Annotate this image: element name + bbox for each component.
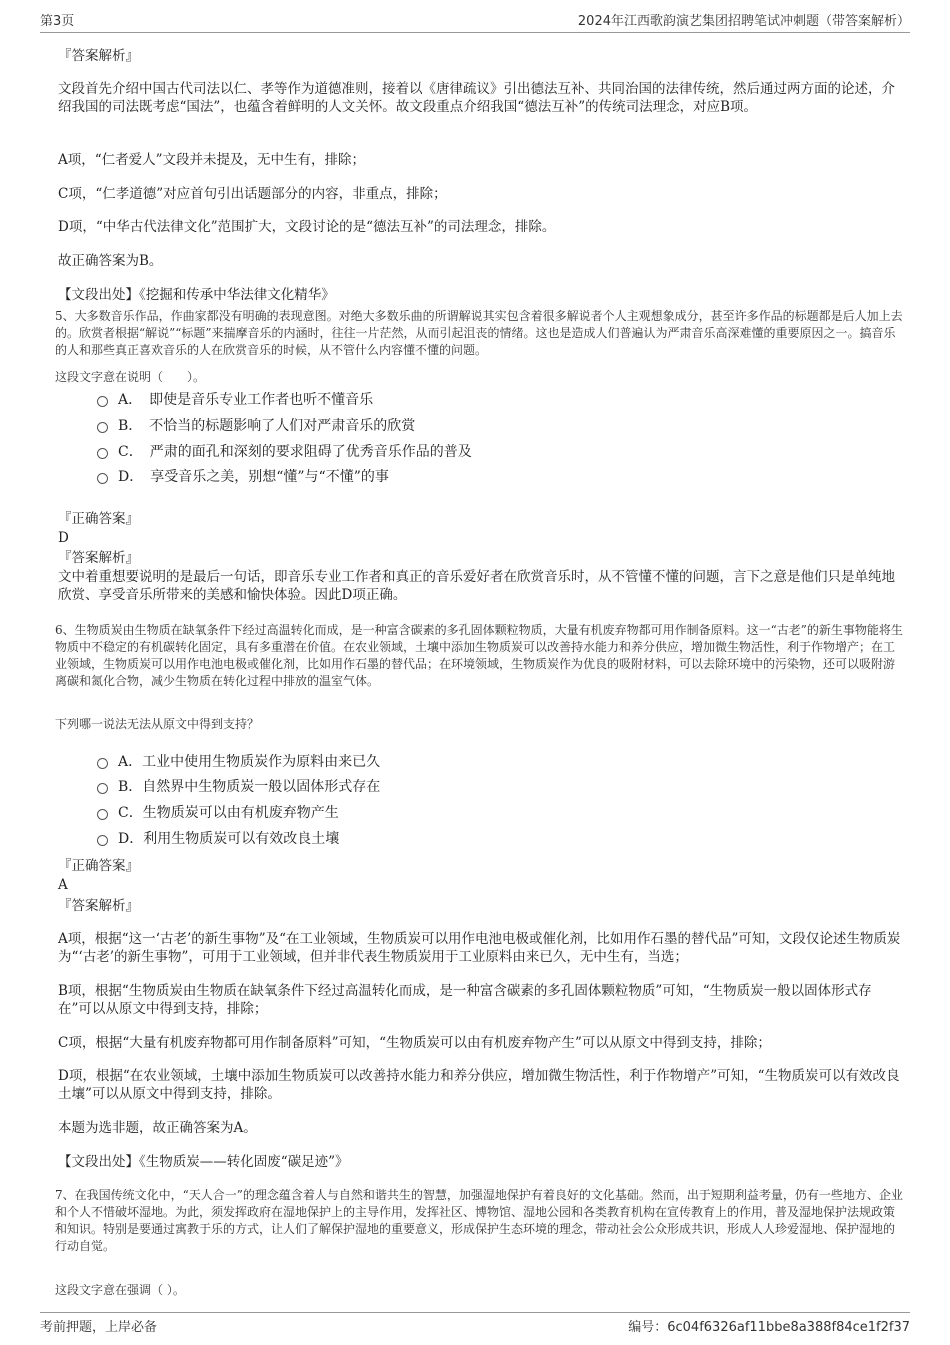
q4-option-d-analysis: D项，“中华古代法律文化”范围扩大，文段讨论的是“德法互补”的司法理念，排除。 xyxy=(58,219,556,235)
page-footer xyxy=(40,1312,910,1337)
q4-option-a-analysis: A项，“仁者爱人”文段并未提及，无中生有，排除； xyxy=(58,152,366,168)
q5-option-c-label: C． 严肃的面孔和深刻的要求阻碍了优秀音乐作品的普及 xyxy=(118,444,472,460)
q6-option-d-analysis: D项，根据“在农业领域，土壤中添加生物质炭可以改善持水能力和养分供应，增加微生物活性，利于作物增产”可知，“生物质炭可以有效改良土壤”可以从原文中得到支持，排除。 xyxy=(58,1068,900,1102)
q6-option-b-label: B．自然界中生物质炭一般以固体形式存在 xyxy=(118,779,381,795)
radio-icon xyxy=(97,422,108,433)
q5-correct-label: 『正确答案』 xyxy=(58,511,139,527)
q6-option-a[interactable] xyxy=(97,753,380,771)
q5-option-a[interactable] xyxy=(97,391,373,409)
q6-analysis-label: 『答案解析』 xyxy=(58,898,139,914)
q6-option-d[interactable] xyxy=(97,830,339,848)
q5-option-b[interactable] xyxy=(97,417,415,435)
q4-source: 【文段出处】《挖掘和传承中华法律文化精华》 xyxy=(58,287,335,303)
radio-icon xyxy=(97,835,108,846)
q6-conclusion: 本题为选非题，故正确答案为A。 xyxy=(58,1120,257,1136)
q5-analysis: 文中着重想要说明的是最后一句话，即音乐专业工作者和真正的音乐爱好者在欣赏音乐时，从不管懂不懂的问题，言下之意是他们只是单纯地欣赏、享受音乐所带来的美感和愉快体验。因此D项正确。 xyxy=(58,569,895,603)
q5-passage: 5、大多数音乐作品，作曲家都没有明确的表现意图。对绝大多数乐曲的所谓解说其实包含着很多解说者个人主观想象成分，甚至许多作品的标题都是后人加上去的。欣赏者根据“解说”“标题”来揣摩音乐的内涵时，往往一片茫然，从而引起沮丧的情绪。这也是造成人们普遍认为严肃音乐高深难懂的重要原因之一。搞音乐的人和那些真正喜欢音乐的人在欣赏音乐的时候，从不管什么内容懂不懂的问题。 xyxy=(55,309,903,357)
q6-correct-label: 『正确答案』 xyxy=(58,858,139,874)
radio-icon xyxy=(97,809,108,820)
q6-question: 下列哪一说法无法从原文中得到支持？ xyxy=(55,717,260,731)
document-title: 2024年江西歌韵演艺集团招聘笔试冲刺题（带答案解析） xyxy=(577,14,910,29)
q5-option-a-label: A． 即使是音乐专业工作者也听不懂音乐 xyxy=(118,392,374,408)
q5-question: 这段文字意在说明（ ）。 xyxy=(55,370,206,384)
footer-slogan: 考前押题，上岸必备 xyxy=(40,1320,158,1335)
q4-conclusion: 故正确答案为B。 xyxy=(58,253,163,269)
q6-option-a-analysis: A项，根据“这一‘古老’的新生事物”及“在工业领域，生物质炭可以用作电池电极或催化剂，比如用作石墨的替代品”可知，文段仅论述生物质炭为“‘古老’的新生事物”，可用于工业领域，但并非代表生物质炭用于工业原料由来已久，无中生有，当选； xyxy=(58,931,901,965)
radio-icon xyxy=(97,473,108,484)
document-id: 编号：6c04f6326af11bbe8a388f84ce1f2f37 xyxy=(628,1320,910,1335)
q4-analysis: 文段首先介绍中国古代司法以仁、孝等作为道德准则，接着以《唐律疏议》引出德法互补、共同治国的法律传统，然后通过两方面的论述，介绍我国的司法既考虑“国法”，也蕴含着鲜明的人文关怀。故文段重点介绍我国“德法互补”的传统司法理念，对应B项。 xyxy=(58,81,895,115)
q7-passage: 7、在我国传统文化中，“天人合一”的理念蕴含着人与自然和谐共生的智慧，加强湿地保护有着良好的文化基础。然而，出于短期利益考量，仍有一些地方、企业和个人不惜破坏湿地。为此，须发挥政府在湿地保护上的主导作用，发挥社区、博物馆、湿地公园和各类教育机构在宣传教育上的作用，普及湿地保护法规政策和知识。特别是要通过寓教于乐的方式，让人们了解保护湿地的重要意义，形成保护生态环境的理念，带动社会公众形成共识，形成人人珍爱湿地、保护湿地的行动自觉。 xyxy=(55,1188,903,1253)
q5-option-d-label: D． 享受音乐之美，别想“懂”与“不懂”的事 xyxy=(118,469,389,485)
radio-icon xyxy=(97,396,108,407)
q6-correct-answer: A xyxy=(58,877,68,893)
q5-option-c[interactable] xyxy=(97,443,472,461)
q4-option-c-analysis: C项，“仁孝道德”对应首句引出话题部分的内容，非重点，排除； xyxy=(58,186,447,202)
q6-option-c-label: C．生物质炭可以由有机废弃物产生 xyxy=(118,805,339,821)
q6-passage: 6、生物质炭由生物质在缺氧条件下经过高温转化而成，是一种富含碳素的多孔固体颗粒物质，大量有机废弃物都可用作制备原料。这一“古老”的新生事物能将生物质中不稳定的有机碳转化固定，具有多重潜在价值。在农业领域，土壤中添加生物质炭可以改善持水能力和养分供应，增加微生物活性，利于作物增产；在工业领域，生物质炭可以用作电池电极或催化剂，比如用作石墨的替代品；在环境领域，生物质炭作为优良的吸附材料，可以去除环境中的污染物，还可以吸附游离碳和氮化合物，减少生物质在转化过程中排放的温室气体。 xyxy=(55,623,903,688)
radio-icon xyxy=(97,448,108,459)
page-header xyxy=(40,10,910,33)
q6-option-c-analysis: C项，根据“大量有机废弃物都可用作制备原料”可知，“生物质炭可以由有机废弃物产生”可以从原文中得到支持，排除； xyxy=(58,1035,771,1051)
q6-option-b[interactable] xyxy=(97,778,380,796)
q5-correct-answer: D xyxy=(58,530,69,546)
q7-question: 这段文字意在强调（ ）。 xyxy=(55,1283,185,1297)
q4-analysis-label: 『答案解析』 xyxy=(58,48,139,64)
q5-analysis-label: 『答案解析』 xyxy=(58,550,139,566)
q6-source: 【文段出处】《生物质炭——转化固废“碳足迹”》 xyxy=(58,1154,349,1170)
q5-option-d[interactable] xyxy=(97,468,389,486)
q6-option-d-label: D．利用生物质炭可以有效改良土壤 xyxy=(118,831,340,847)
radio-icon xyxy=(97,758,108,769)
page-number: 第3页 xyxy=(40,14,75,29)
q5-option-b-label: B． 不恰当的标题影响了人们对严肃音乐的欣赏 xyxy=(118,418,416,434)
q6-option-c[interactable] xyxy=(97,804,339,822)
radio-icon xyxy=(97,783,108,794)
q6-option-a-label: A．工业中使用生物质炭作为原料由来已久 xyxy=(118,754,381,770)
q6-option-b-analysis: B项，根据“生物质炭由生物质在缺氧条件下经过高温转化而成，是一种富含碳素的多孔固体颗粒物质”可知，“生物质炭一般以固体形式存在”可以从原文中得到支持，排除； xyxy=(58,983,872,1017)
